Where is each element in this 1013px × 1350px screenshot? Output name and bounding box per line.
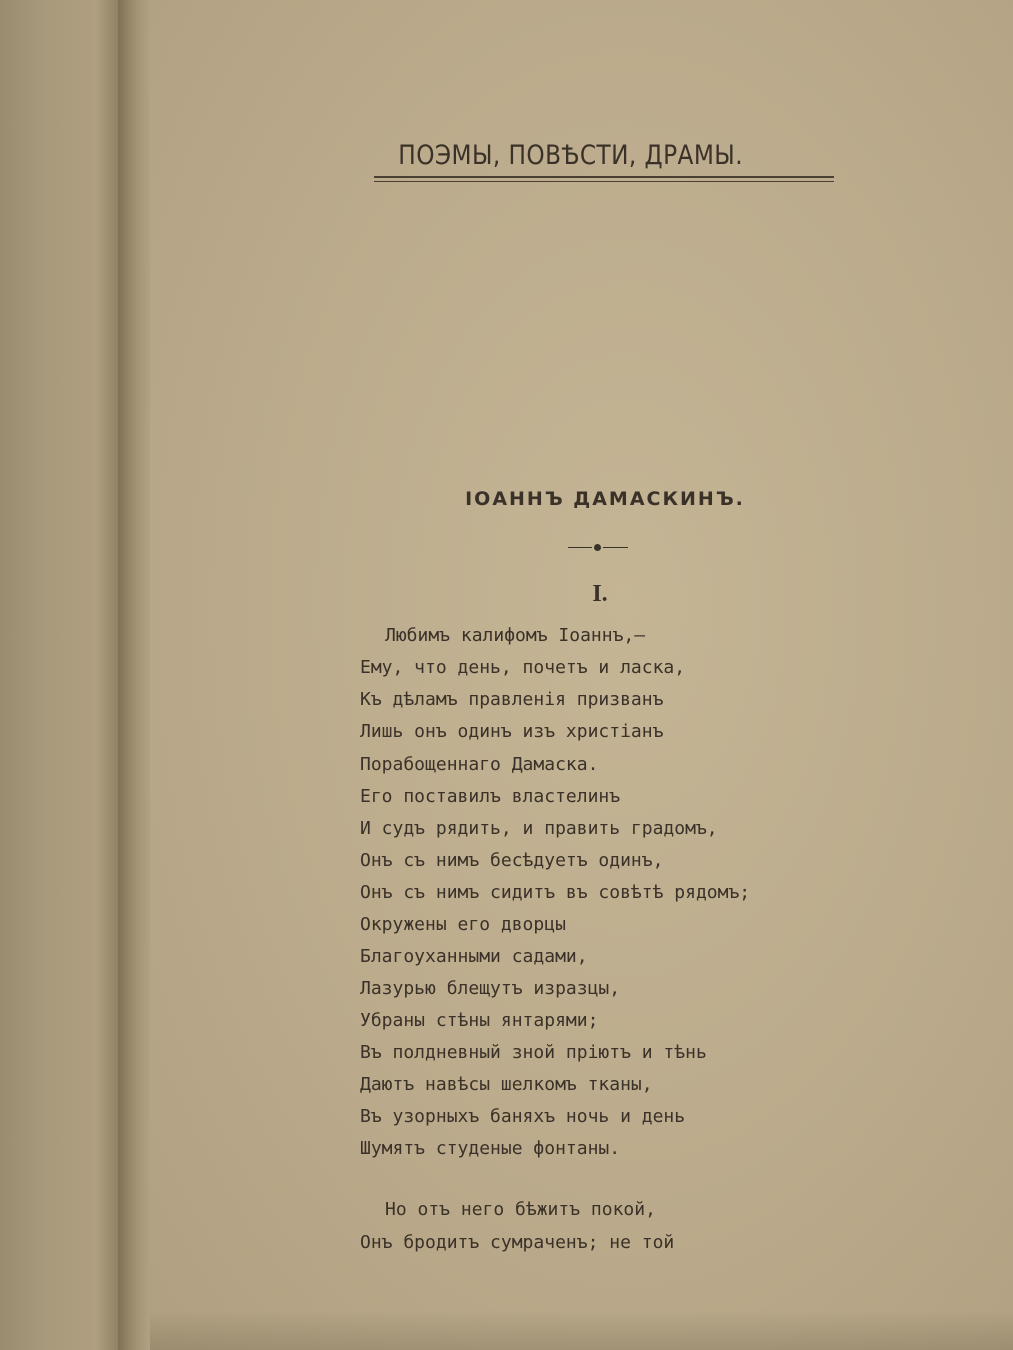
verse-line: Порабощеннаго Дамаска. (360, 754, 599, 775)
verse-line: Шумятъ студеные фонтаны. (360, 1138, 621, 1159)
left-page-edge (0, 0, 120, 1350)
verse-line: Онъ съ нимъ сидитъ въ совѣтѣ рядомъ; (360, 882, 751, 903)
verse-line: Лишь онъ одинъ изъ христіанъ (360, 721, 664, 742)
verse-line: Къ дѣламъ правленія призванъ (360, 689, 664, 710)
verse-line: Лазурью блещутъ изразцы, (360, 978, 621, 999)
verse-line: Но отъ него бѣжитъ покой, (385, 1199, 656, 1220)
verse-line: Ему, что день, почетъ и ласка, (360, 657, 686, 678)
part-number: I. (592, 581, 608, 607)
verse-line: Благоуханными садами, (360, 946, 588, 967)
heading-rule-thin (374, 181, 834, 182)
section-heading: ПОЭМЫ, ПОВѢСТИ, ДРАМЫ. (398, 140, 744, 171)
verse-line: Онъ съ нимъ бесѣдуетъ одинъ, (360, 850, 664, 871)
verse-line: Даютъ навѣсы шелкомъ тканы, (360, 1074, 653, 1095)
poem-title: ІОАННЪ ДАМАСКИНЪ. (465, 488, 745, 510)
verse-line: Любимъ калифомъ Іоаннъ,— (385, 625, 646, 646)
verse-line: Окружены его дворцы (360, 914, 566, 935)
verse-line: И судъ рядить, и править градомъ, (360, 818, 718, 839)
verse-line: Его поставилъ властелинъ (360, 786, 621, 807)
verse-line: Въ полдневный зной пріютъ и тѣнь (360, 1042, 707, 1063)
bottom-shadow (150, 1310, 1013, 1350)
verse-line: Въ узорныхъ баняхъ ночь и день (360, 1106, 686, 1127)
verse-line: Онъ бродитъ сумраченъ; не той (360, 1232, 675, 1253)
heading-rule (374, 176, 834, 178)
ornament-divider (568, 547, 628, 549)
verse-line: Убраны стѣны янтарями; (360, 1010, 599, 1031)
